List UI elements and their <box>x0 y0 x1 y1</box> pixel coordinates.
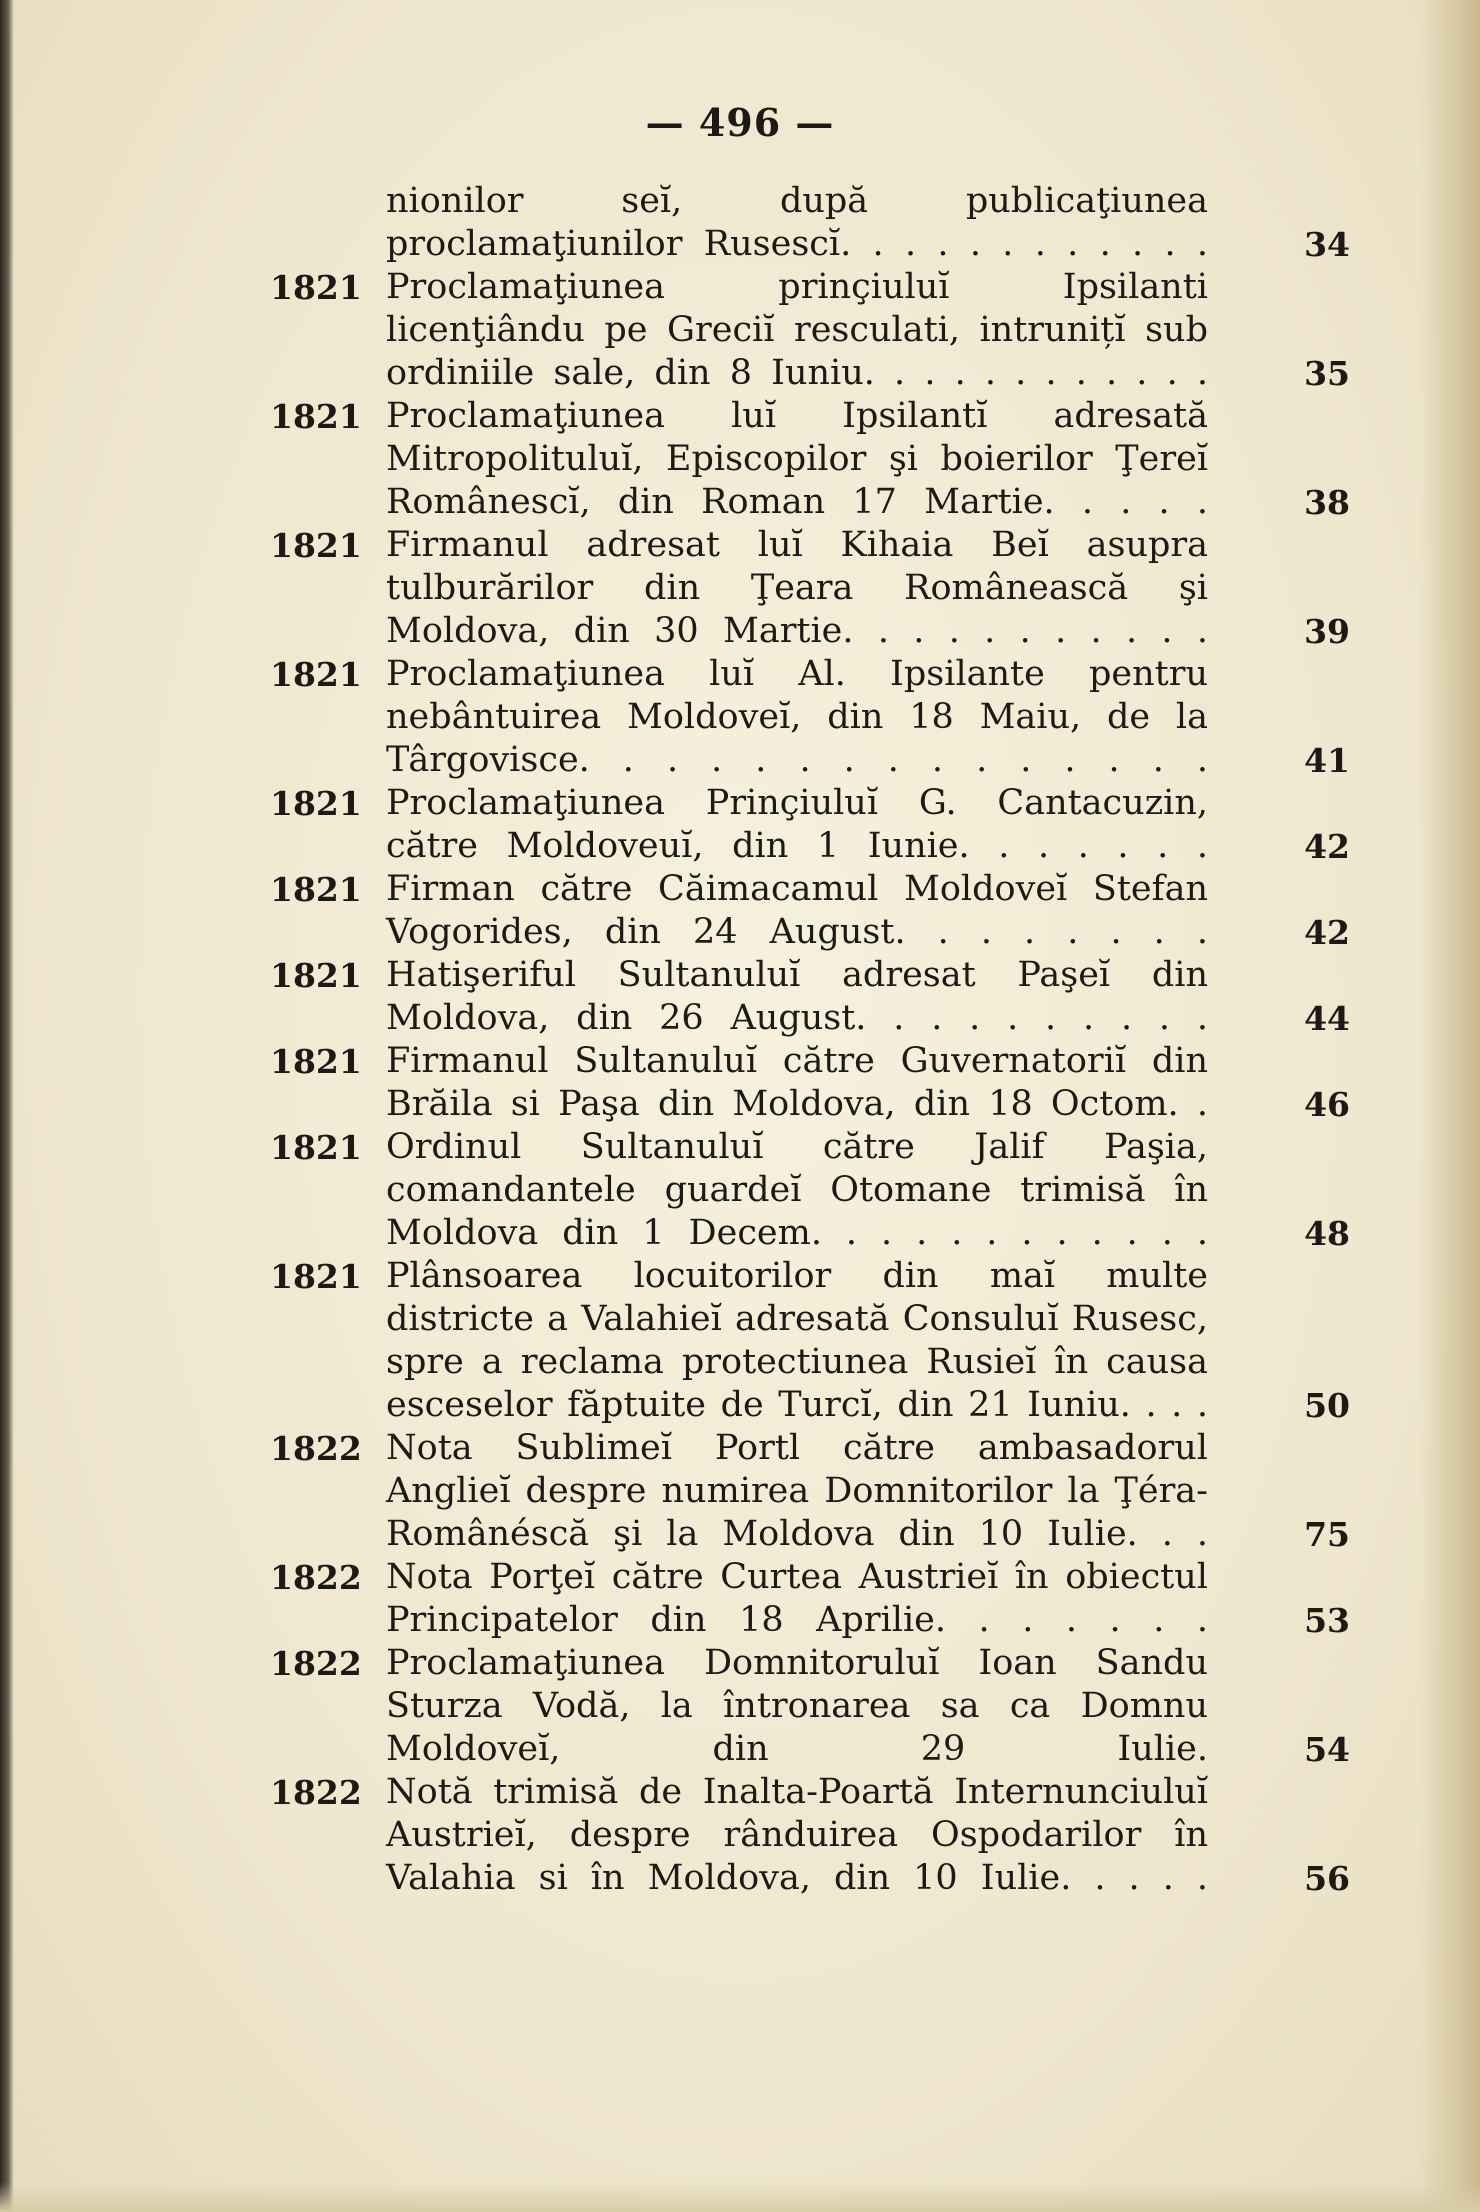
toc-entry-page: 75 <box>1304 1515 1350 1554</box>
toc-entry <box>270 1427 1350 1556</box>
toc-entry-text: Firmanul adresat luĭ Kihaia Beĭ asupra tulburărilor din Ţeara Românească şi Moldova, din 30 Martie. . . . . . . . . . . <box>386 525 1208 651</box>
toc-entry-page: 56 <box>1304 1859 1350 1898</box>
page-binding-edge <box>0 0 14 2212</box>
toc-entry-year: 1822 <box>270 1644 362 1683</box>
page-bottom-edge <box>0 2182 1480 2212</box>
toc-entry-year: 1822 <box>270 1558 362 1597</box>
toc-entry-text: Proclamaţiunea luĭ Ipsilantĭ adresată Mitropolituluĭ, Episcopilor şi boierilor Ţereĭ Românescĭ, din Roman 17 Martie. . . . . <box>386 396 1208 522</box>
toc-entry <box>270 1255 1350 1427</box>
toc-entry <box>270 1556 1350 1642</box>
toc-entry-page: 44 <box>1304 999 1350 1038</box>
toc-entry-year: 1821 <box>270 526 362 565</box>
toc-entry-page: 41 <box>1304 741 1350 780</box>
toc-entry-text: Notă trimisă de Inalta-Poartă Internunciuluĭ Austrieĭ, despre rânduirea Ospodarilor în Valahia si în Moldova, din 10 Iulie. . . . . <box>386 1772 1208 1898</box>
toc-entry-text: Firmanul Sultanuluĭ către Guvernatoriĭ din Brăila si Paşa din Moldova, din 18 Octom. . <box>386 1041 1208 1124</box>
toc-entry-page: 46 <box>1304 1085 1350 1124</box>
toc-entry-year: 1822 <box>270 1773 362 1812</box>
toc-entry-year: 1821 <box>270 784 362 823</box>
toc-entry-page: 34 <box>1304 225 1350 264</box>
toc-entry-page: 35 <box>1304 354 1350 393</box>
toc-entry <box>270 1642 1350 1771</box>
toc-entry-text: Plânsoarea locuitorilor din maĭ multe districte a Valahieĭ adresată Consuluĭ Rusesc, spre a reclama protectiunea Rusieĭ în causa esceselor făptuite de Turcĭ, din 21 Iuniu. . . . <box>386 1256 1208 1425</box>
toc-entry-text: Proclamaţiunea prinçiuluĭ Ipsilanti licenţiându pe Greciĭ resculati, intrunițĭ sub ordiniile sale, din 8 Iuniu. . . . . . . . . . . . <box>386 267 1208 393</box>
toc-entry-year: 1821 <box>270 870 362 909</box>
toc-entry-text: Proclamaţiunea Domnitoruluĭ Ioan Sandu Sturza Vodă, la întronarea sa ca Domnu Moldoveĭ, din 29 Iulie. <box>386 1643 1208 1769</box>
toc-entry-text: Proclamaţiunea Prinçiuluĭ G. Cantacuzin, către Moldoveuĭ, din 1 Iunie. . . . . . . <box>386 783 1208 866</box>
toc-entry <box>270 180 1350 266</box>
page-number: — 496 — <box>645 100 835 145</box>
toc-entry-year: 1821 <box>270 1128 362 1167</box>
toc-entry-text: Ordinul Sultanuluĭ către Jalif Paşia, comandantele guardeĭ Otomane trimisă în Moldova din 1 Decem. . . . . . . . . . . . <box>386 1127 1208 1253</box>
toc-entry-page: 42 <box>1304 913 1350 952</box>
toc-entry-year: 1822 <box>270 1429 362 1468</box>
toc-entry <box>270 395 1350 524</box>
toc-entry-year: 1821 <box>270 397 362 436</box>
toc-entry-text: Hatişeriful Sultanuluĭ adresat Paşeĭ din Moldova, din 26 August. . . . . . . . . . <box>386 955 1208 1038</box>
toc-entry <box>270 653 1350 782</box>
toc-entry <box>270 1040 1350 1126</box>
toc-entry-text: Firman către Căimacamul Moldoveĭ Stefan Vogorides, din 24 August. . . . . . . . <box>386 869 1208 952</box>
toc-entry-text: Nota Sublimeĭ Portl către ambasadorul Anglieĭ despre numirea Domnitorilor la Ţéra-Românéscă şi la Moldova din 10 Iulie. . . <box>386 1428 1208 1554</box>
table-of-contents <box>270 180 1350 1900</box>
toc-entry-year: 1821 <box>270 655 362 694</box>
toc-entry-year: 1821 <box>270 956 362 995</box>
toc-entry-page: 48 <box>1304 1214 1350 1253</box>
toc-entry-page: 42 <box>1304 827 1350 866</box>
page-outer-edge <box>1420 0 1480 2212</box>
toc-entry-text: nionilor seĭ, după publicaţiunea proclamaţiunilor Rusescĭ. . . . . . . . . . . . <box>386 181 1208 264</box>
toc-entry-text: Proclamaţiunea luĭ Al. Ipsilante pentru nebântuirea Moldoveĭ, din 18 Maiu, de la Târgovisce. . . . . . . . . . . . . . . <box>386 654 1208 780</box>
toc-entry <box>270 954 1350 1040</box>
toc-entry-year: 1821 <box>270 1042 362 1081</box>
toc-entry-page: 54 <box>1304 1730 1350 1769</box>
toc-entry <box>270 524 1350 653</box>
toc-entry <box>270 266 1350 395</box>
toc-entry-page: 39 <box>1304 612 1350 651</box>
toc-entry-year: 1821 <box>270 268 362 307</box>
toc-entry-year: 1821 <box>270 1257 362 1296</box>
toc-entry <box>270 1126 1350 1255</box>
toc-entry <box>270 782 1350 868</box>
toc-entry-text: Nota Porţeĭ către Curtea Austrieĭ în obiectul Principatelor din 18 Aprilie. . . . . . . <box>386 1557 1208 1640</box>
toc-entry <box>270 1771 1350 1900</box>
toc-entry <box>270 868 1350 954</box>
toc-entry-page: 38 <box>1304 483 1350 522</box>
toc-entry-page: 53 <box>1304 1601 1350 1640</box>
toc-entry-page: 50 <box>1304 1386 1350 1425</box>
